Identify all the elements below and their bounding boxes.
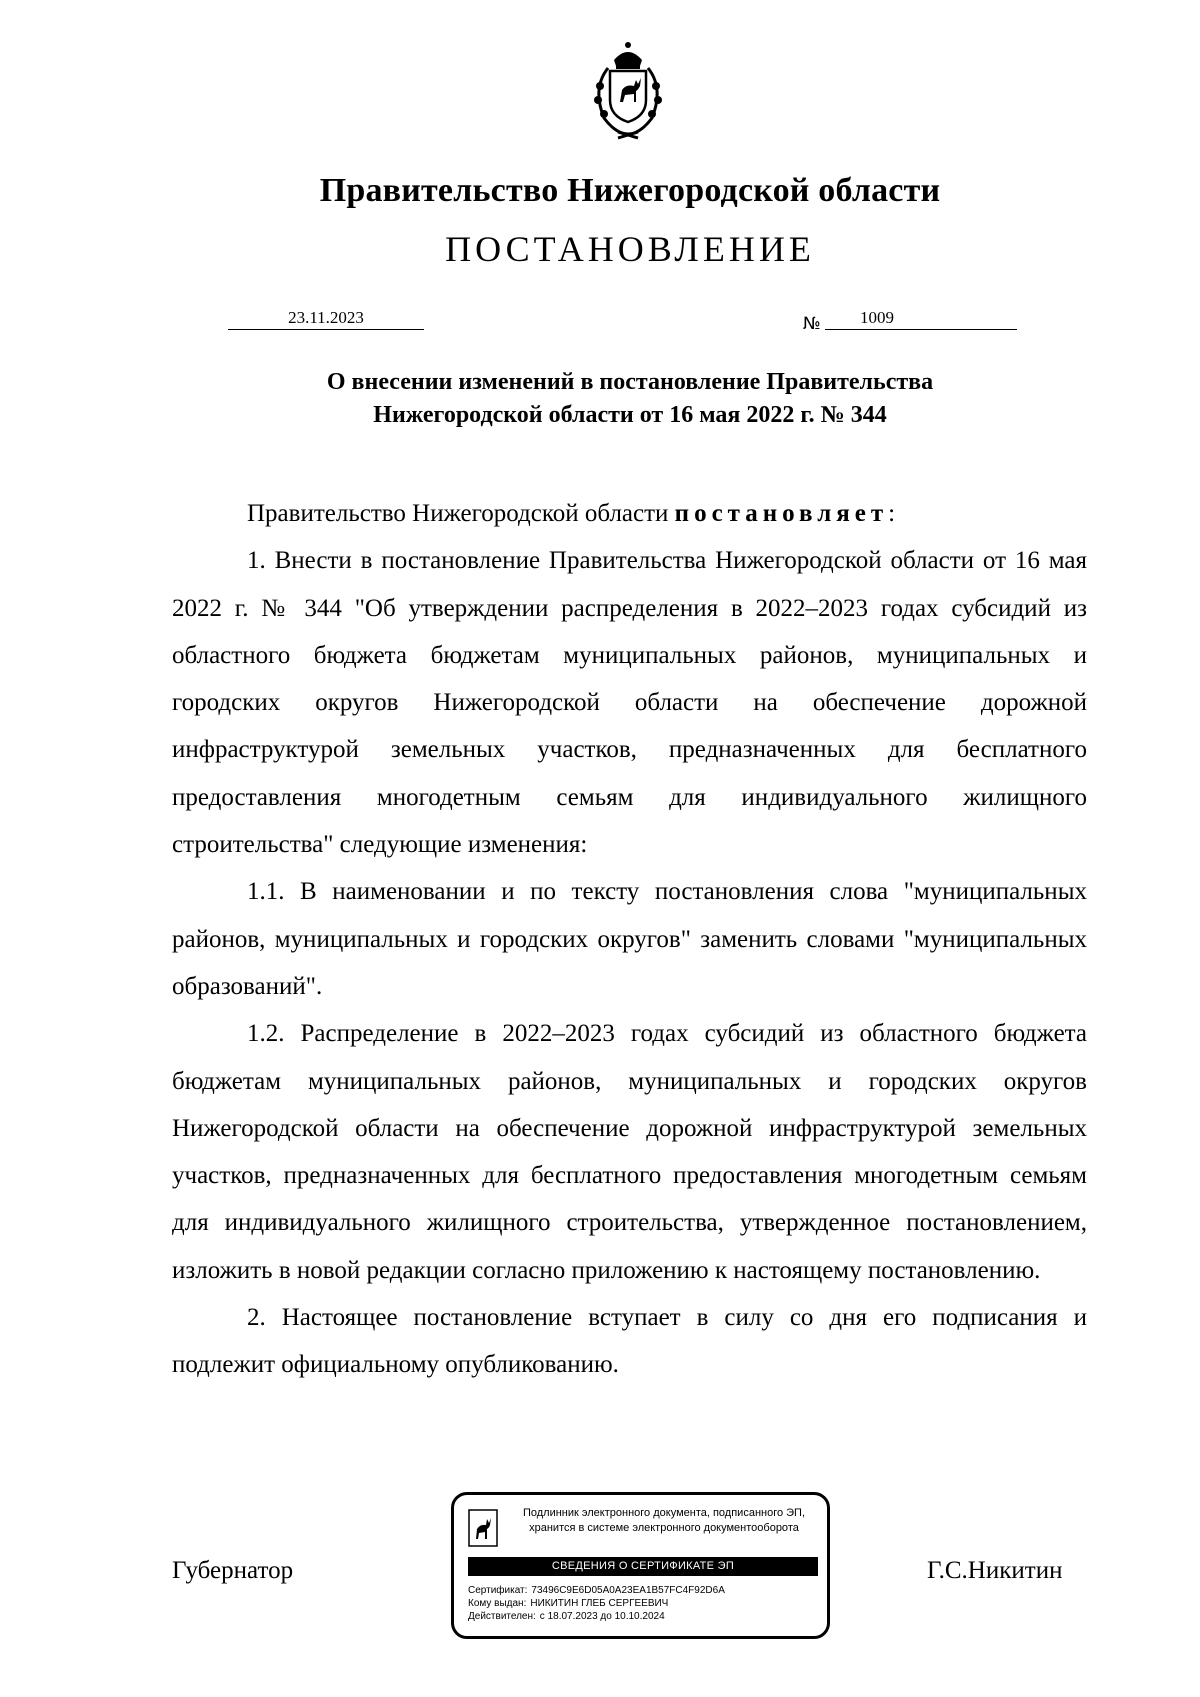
document-date: 23.11.2023 [228, 308, 424, 330]
stamp-validity-row [468, 1611, 665, 1622]
subject-line-1: О внесении изменений в постановление Правительства [326, 369, 934, 395]
stamp-original-note: Подлинник электронного документа, подписанного ЭП, [522, 1507, 806, 1519]
paragraph-1-2: 1.2. Распределение в 2022–2023 годах субсидий из областного бюджета бюджетам муниципальных районов, муниципальных и городских округов Нижегородской области на обеспечение дорожной инфраструктурой земельных участков, предназначенных для бесплатного предоставления многодетным семьям для индивидуального жилищного строительства, утвержденное постановлением, изложить в новой редакции согласно приложению к настоящему постановлению. [172, 1020, 1087, 1284]
paragraph-1: 1. Внести в постановление Правительства Нижегородской области от 16 мая 2022 г. № 344 "Об утверждении распределения в 2022–2023 годах субсидий из областного бюджета бюджетам муниципальных районов, муниципальных и городских округов Нижегородской области на обеспечение дорожной инфраструктурой земельных участков, предназначенных для бесплатного предоставления многодетным семьям для индивидуального жилищного строительства" следующие изменения: [172, 547, 1087, 859]
issued-to-value: НИКИТИН ГЛЕБ СЕРГЕЕВИЧ [530, 1598, 669, 1609]
document-body [172, 490, 1087, 1389]
stamp-certificate-row [468, 1585, 725, 1596]
intro-suffix: : [888, 500, 896, 527]
certificate-value: 73496C9E6D05A0A23EA1B57FC4F92D6A [531, 1585, 725, 1596]
stamp-certificate-header: СВЕДЕНИЯ О СЕРТИФИКАТЕ ЭП [468, 1557, 818, 1576]
paragraph-1-1: 1.1. В наименовании и по тексту постановления слова "муниципальных районов, муниципальных и городских округов" заменить словами "муниципальных образований". [172, 878, 1087, 1000]
valid-value: с 18.07.2023 до 10.10.2024 [539, 1611, 665, 1622]
electronic-signature-stamp [451, 1492, 830, 1639]
deer-shield-icon [468, 1509, 498, 1547]
issuing-authority: Правительство Нижегородской области [319, 172, 941, 209]
valid-label: Действителен: [468, 1611, 536, 1622]
signatory-title: Губернатор [172, 1557, 294, 1584]
intro-resolves: постановляет [674, 500, 889, 527]
document-number: 1009 [825, 308, 1017, 330]
stamp-issued-row [468, 1598, 668, 1609]
document-type: ПОСТАНОВЛЕНИЕ [445, 229, 815, 269]
number-sign: № [803, 314, 821, 334]
certificate-label: Сертификат: [468, 1585, 528, 1596]
coat-of-arms-icon [578, 38, 678, 142]
signatory-name: Г.С.Никитин [927, 1557, 1063, 1584]
issued-to-label: Кому выдан: [468, 1598, 527, 1609]
paragraph-2: 2. Настоящее постановление вступает в силу со дня его подписания и подлежит официальному опубликованию. [172, 1304, 1087, 1379]
document-subject [0, 366, 1200, 432]
intro-prefix: Правительство Нижегородской области [247, 500, 675, 527]
intro-paragraph [172, 490, 1087, 537]
subject-line-2: Нижегородской области от 16 мая 2022 г. № 344 [373, 402, 887, 428]
stamp-storage-note: хранится в системе электронного документооборота [529, 1522, 799, 1534]
